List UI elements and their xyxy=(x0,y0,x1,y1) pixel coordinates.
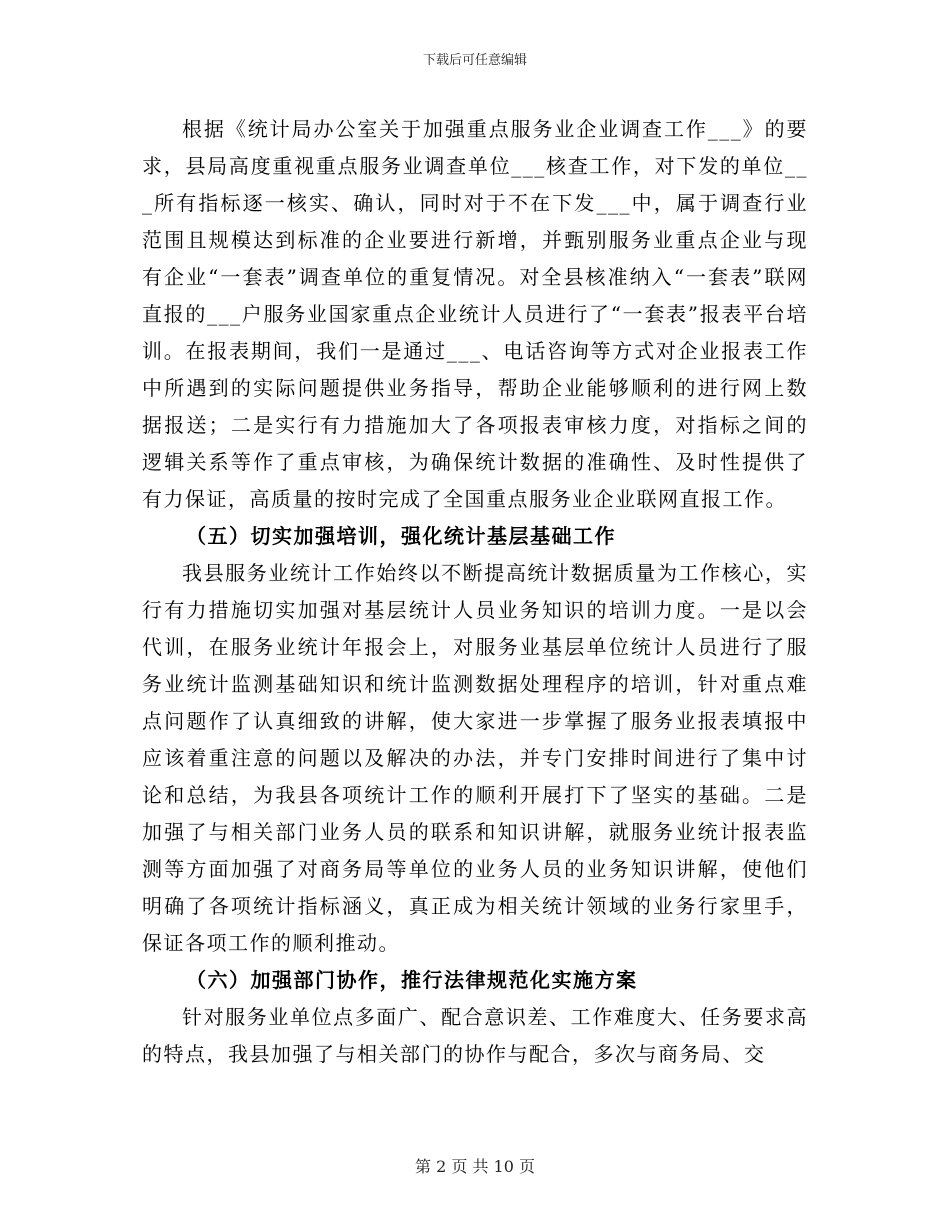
page-header: 下载后可任意编辑 xyxy=(422,53,527,68)
section-heading-6: （六）加强部门协作，推行法律规范化实施方案 xyxy=(186,968,638,992)
section-heading-5: （五）切实加强培训，强化统计基层基础工作 xyxy=(186,524,616,548)
body-paragraph: 根据《统计局办公室关于加强重点服务业企业调查工作___》的要求，县局高度重视重点服务业调查单位___核查工作，对下发的单位___所有指标逐一核实、确认，同时对于不在下发___中，属于调查行业范围且规模达到标准的企业要进行新增，并甄别服务业重点企业与现有企业“一套表”调查单位的重复情况。对全县核准纳入“一套表”联网直报的___户服务业国家重点企业统计人员进行了“一套表”报表平台培训。在报表期间，我们一是通过___、电话咨询等方式对企业报表工作中所遇到的实际问题提供业务指导，帮助企业能够顺利的进行网上数据报送；二是实行有力措施加大了各项报表审核力度，对指标之间的逻辑关系等作了重点审核，为确保统计数据的准确性、及时性提供了有力保证，高质量的按时完成了全国重点服务业企业联网直报工作。 xyxy=(142,117,808,511)
body-paragraph: 针对服务业单位点多面广、配合意识差、工作难度大、任务要求高的特点，我县加强了与相关部门的协作与配合，多次与商务局、交 xyxy=(142,1005,808,1066)
document-body xyxy=(142,111,808,1073)
body-paragraph: 我县服务业统计工作始终以不断提高统计数据质量为工作核心，实行有力措施切实加强对基层统计人员业务知识的培训力度。一是以会代训，在服务业统计年报会上，对服务业基层单位统计人员进行了服务业统计监测基础知识和统计监测数据处理程序的培训，针对重点难点问题作了认真细致的讲解，使大家进一步掌握了服务业报表填报中应该着重注意的问题以及解决的办法，并专门安排时间进行了集中讨论和总结，为我县各项统计工作的顺利开展打下了坚实的基础。二是加强了与相关部门业务人员的联系和知识讲解，就服务业统计报表监测等方面加强了对商务局等单位的业务人员的业务知识讲解，使他们明确了各项统计指标涵义，真正成为相关统计领域的业务行家里手，保证各项工作的顺利推动。 xyxy=(142,561,808,955)
page-number: 第 2 页 共 10 页 xyxy=(415,1157,535,1176)
